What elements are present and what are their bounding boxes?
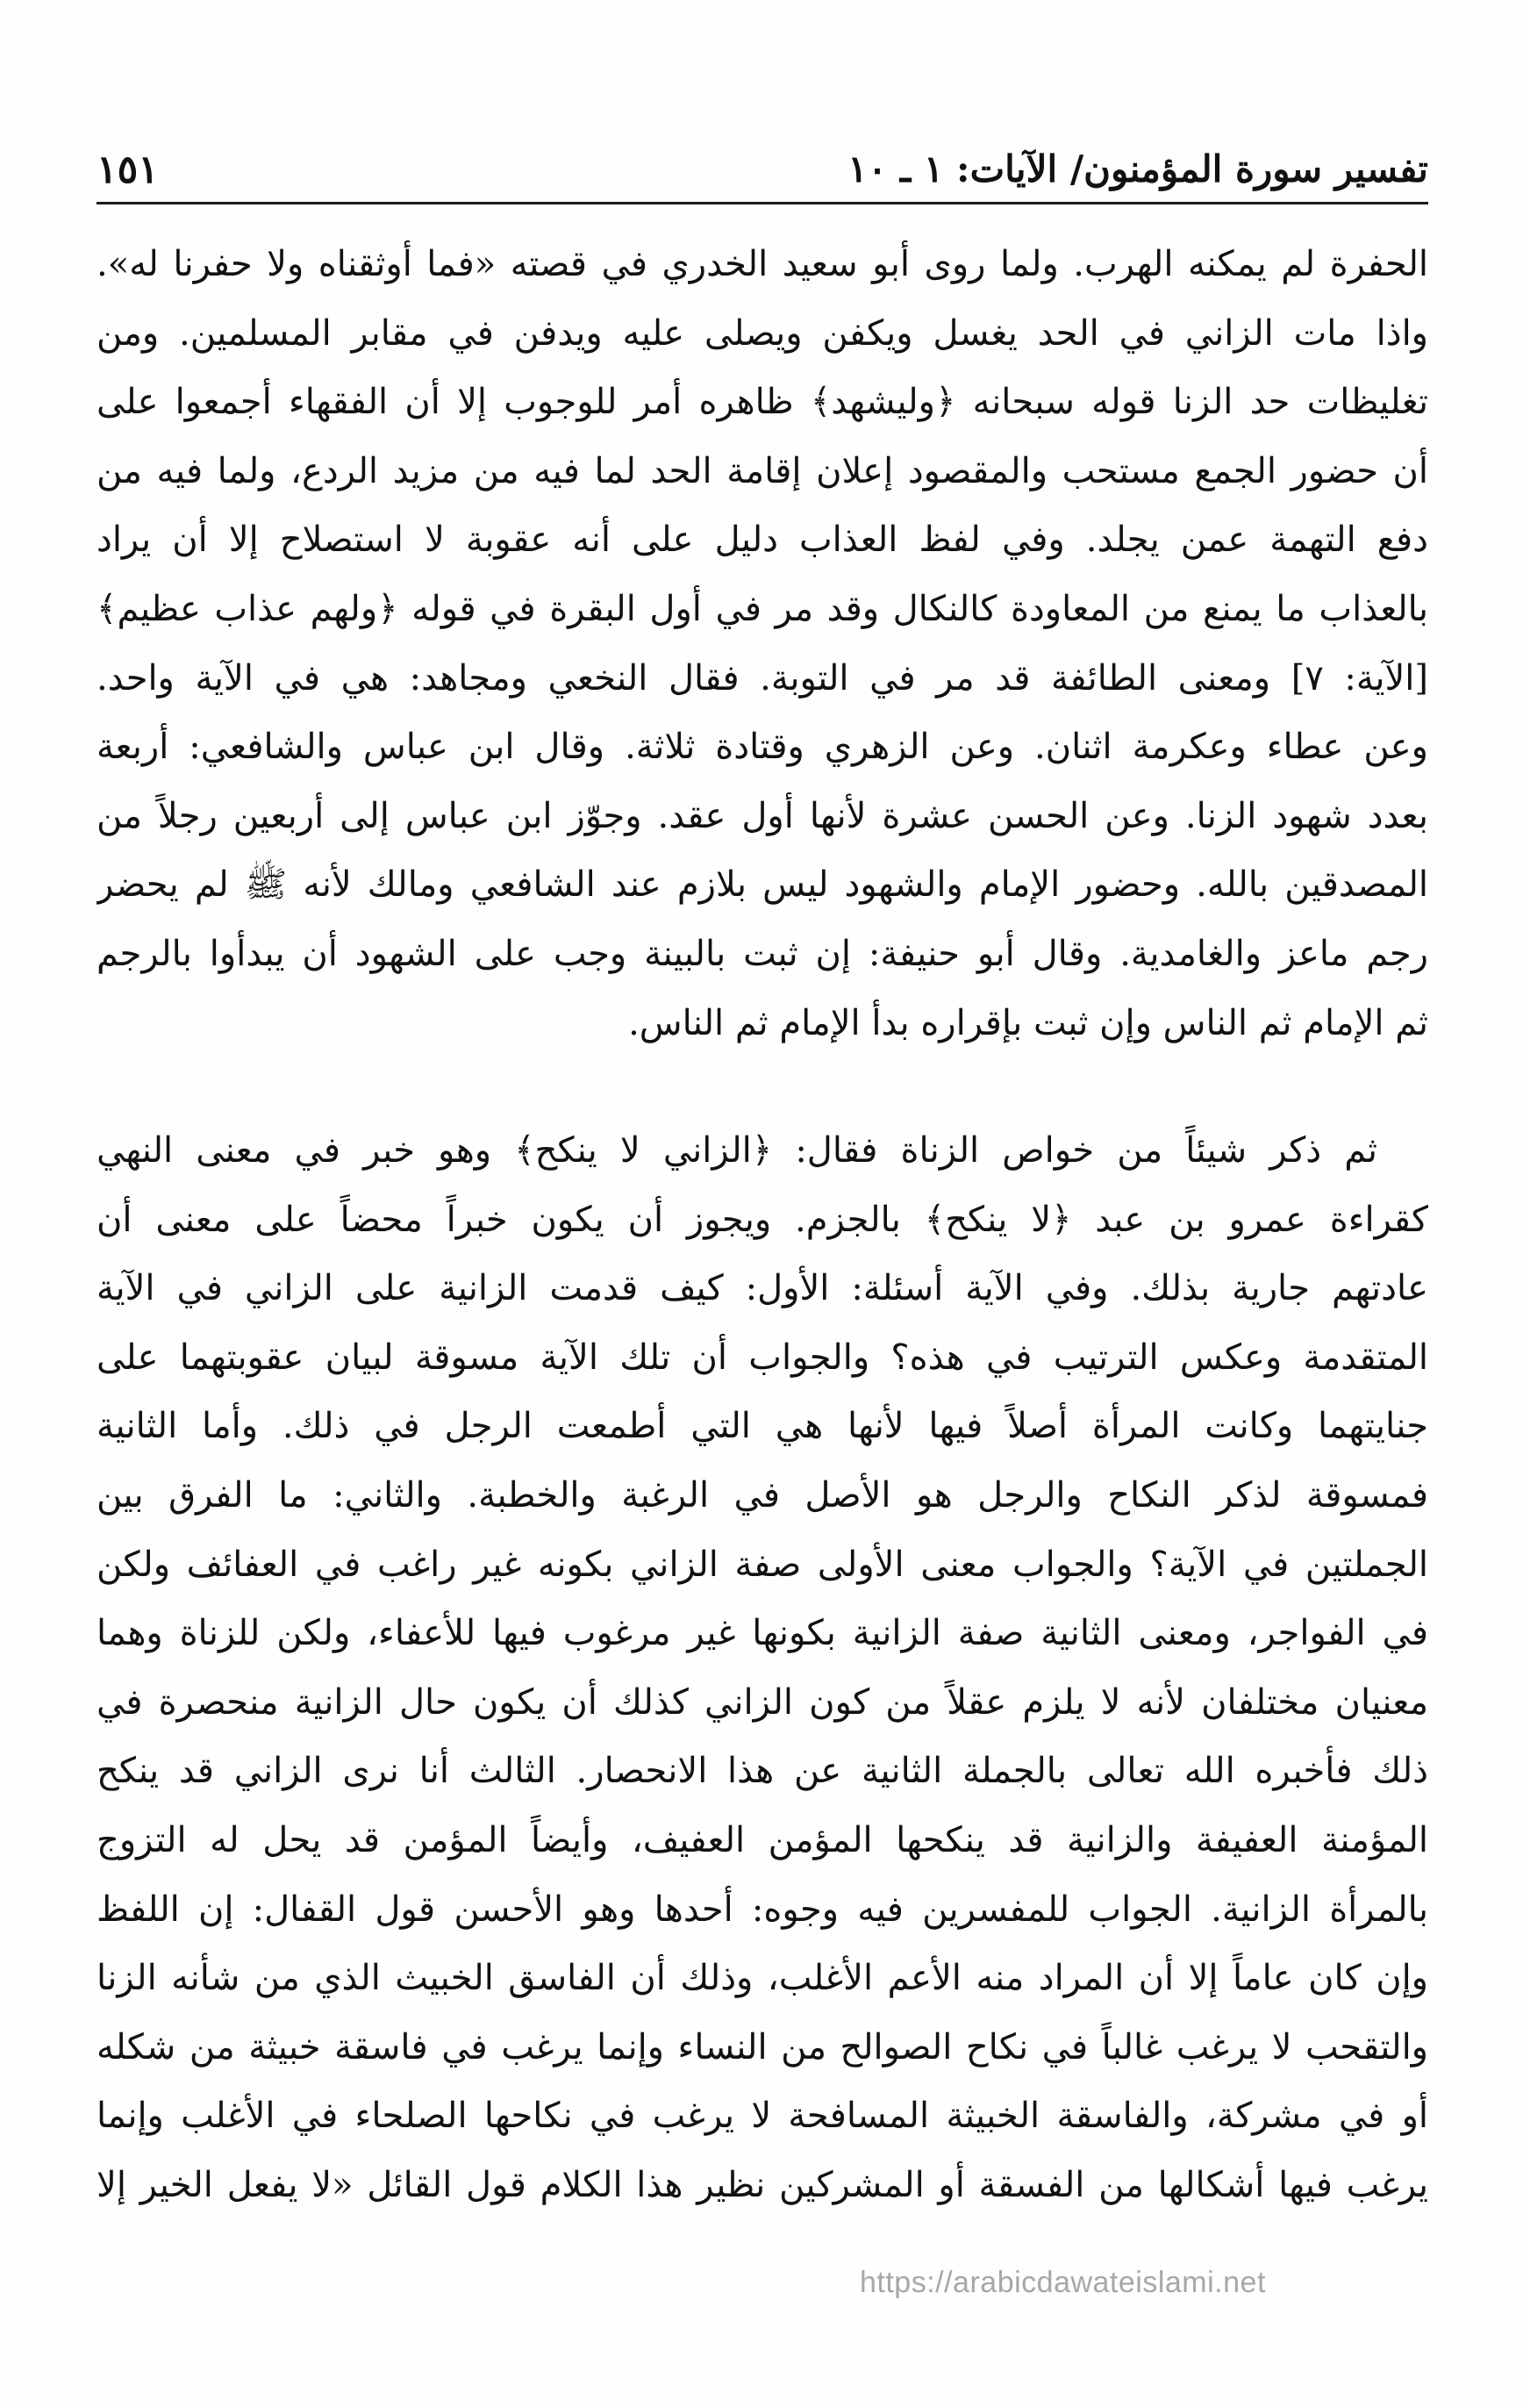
text-line: يرغب فيها أشكالها من الفسقة أو المشركين نظير هذا الكلام قول القائل «لا يفعل الخير إلا: [97, 2164, 1428, 2205]
watermark-url: https://arabicdawateislami.net: [860, 2266, 1266, 2299]
text-line: واذا مات الزاني في الحد يغسل ويكفن ويصلى عليه ويدفن في مقابر المسلمين. ومن: [97, 312, 1428, 354]
text-line: المؤمنة العفيفة والزانية قد ينكحها المؤمن العفيف، وأيضاً المؤمن قد يحل له التزوج: [97, 1819, 1428, 1860]
page-number: ١٥١: [97, 147, 159, 192]
text-line: والتقحب لا يرغب غالباً في نكاح الصوالح من النساء وإنما يرغب في فاسقة خبيثة من شكله: [97, 2026, 1428, 2068]
text-line: [الآية: ٧] ومعنى الطائفة قد مر في التوبة. فقال النخعي ومجاهد: هي في الآية واحد.: [97, 657, 1428, 699]
text-line: ثم الإمام ثم الناس وإن ثبت بإقراره بدأ الإمام ثم الناس.: [628, 1002, 1428, 1043]
text-line: تغليظات حد الزنا قوله سبحانه ﴿وليشهد﴾ ظاهره أمر للوجوب إلا أن الفقهاء أجمعوا على: [97, 382, 1428, 423]
text-line: ذلك فأخبره الله تعالى بالجملة الثانية عن هذا الانحصار. الثالث أنا نرى الزاني قد ينكح: [97, 1751, 1428, 1792]
text-line: وإن كان عاماً إلا أن المراد منه الأعم الأغلب، وذلك أن الفاسق الخبيث الذي من شأنه الزنا: [97, 1958, 1428, 1999]
text-line: أن حضور الجمع مستحب والمقصود إعلان إقامة الحد لما فيه من مزيد الردع، ولما فيه من: [97, 450, 1428, 491]
text-line: أو في مشركة، والفاسقة الخبيثة المسافحة لا يرغب في نكاحها الصلحاء في الأغلب وإنما: [97, 2096, 1428, 2137]
running-title: تفسير سورة المؤمنون/ الآيات: ١ ـ ١٠: [847, 147, 1428, 190]
text-line: المصدقين بالله. وحضور الإمام والشهود ليس بلازم عند الشافعي ومالك لأنه ﷺ لم يحضر: [97, 864, 1428, 906]
text-line: الجملتين في الآية؟ والجواب معنى الأولى صفة الزاني بكونه غير راغب في العفائف ولكن: [97, 1544, 1428, 1585]
text-line: معنيان مختلفان لأنه لا يلزم عقلاً من كون الزاني كذلك أن يكون حال الزانية منحصرة في: [97, 1681, 1428, 1723]
text-line: عادتهم جارية بذلك. وفي الآية أسئلة: الأول: كيف قدمت الزانية على الزاني في الآية: [97, 1268, 1428, 1309]
text-line: بعدد شهود الزنا. وعن الحسن عشرة لأنها أول عقد. وجوّز ابن عباس إلى أربعين رجلاً من: [97, 795, 1428, 836]
text-line: جنايتهما وكانت المرأة أصلاً فيها لأنها هي التي أطمعت الرجل في ذلك. وأما الثانية: [97, 1406, 1428, 1447]
text-line: وعن عطاء وعكرمة اثنان. وعن الزهري وقتادة ثلاثة. وقال ابن عباس والشافعي: أربعة: [97, 727, 1428, 768]
text-line: بالعذاب ما يمنع من المعاودة كالنكال وقد مر في أول البقرة في قوله ﴿ولهم عذاب عظيم﴾: [97, 588, 1428, 629]
text-line: ثم ذكر شيئاً من خواص الزناة فقال: ﴿الزاني لا ينكح﴾ وهو خبر في معنى النهي: [97, 1130, 1377, 1171]
text-line: في الفواجر، ومعنى الثانية صفة الزانية بكونها غير مرغوب فيها للأعفاء، ولكن للزناة وهما: [97, 1613, 1428, 1654]
text-line: بالمرأة الزانية. الجواب للمفسرين فيه وجوه: أحدها وهو الأحسن قول القفال: إن اللفظ: [97, 1888, 1428, 1930]
text-line: كقراءة عمرو بن عبد ﴿لا ينكح﴾ بالجزم. ويجوز أن يكون خبراً محضاً على معنى أن: [97, 1199, 1428, 1240]
text-line: دفع التهمة عمن يجلد. وفي لفظ العذاب دليل على أنه عقوبة لا استصلاح إلا أن يراد: [97, 520, 1428, 561]
text-line: الحفرة لم يمكنه الهرب. ولما روى أبو سعيد الخدري في قصته «فما أوثقناه ولا حفرنا له».: [97, 244, 1428, 284]
page-header: [97, 147, 1428, 204]
paragraph-1: [97, 230, 1428, 1057]
text-line: المتقدمة وعكس الترتيب في هذه؟ والجواب أن تلك الآية مسوقة لبيان عقوبتهما على: [97, 1337, 1428, 1378]
text-line: فمسوقة لذكر النكاح والرجل هو الأصل في الرغبة والخطبة. والثاني: ما الفرق بين: [97, 1474, 1428, 1516]
text-line: رجم ماعز والغامدية. وقال أبو حنيفة: إن ثبت بالبينة وجب على الشهود أن يبدأوا بالرجم: [97, 933, 1428, 974]
paragraph-2: [97, 1116, 1428, 2220]
